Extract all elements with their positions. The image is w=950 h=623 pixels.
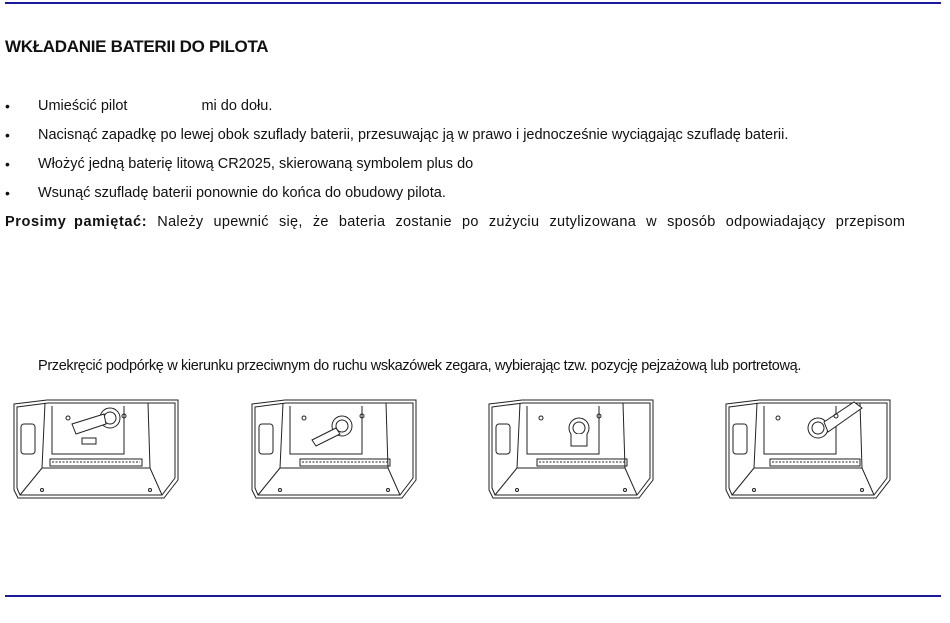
step-2-text: Nacisnąć zapadkę po lewej obok szuflady baterii, przesuwając ją w prawo i jednocześnie wyciągając szufladę baterii.: [38, 127, 789, 143]
step-3-text: Włożyć jedną baterię litową CR2025, skierowaną symbolem plus do: [38, 156, 474, 172]
steps-list: [5, 92, 945, 208]
battery-disposal-note: [5, 212, 950, 232]
list-item: [5, 179, 945, 208]
bullet-icon: •: [5, 127, 10, 143]
figure-stand-3: [487, 398, 655, 502]
step-4-text: Wsunąć szufladę baterii ponownie do końca do obudowy pilota.: [38, 185, 446, 201]
bullet-icon: •: [5, 156, 10, 172]
bullet-icon: •: [5, 185, 10, 201]
step-1-text-start: Umieścić pilot: [38, 98, 128, 114]
figure-stand-4: [724, 398, 892, 502]
figure-stand-2: [250, 398, 418, 502]
frame-back-illustration: [724, 398, 892, 502]
frame-back-illustration: [12, 398, 180, 502]
list-item: [5, 150, 945, 179]
step-1-text-end: mi do dołu.: [201, 98, 273, 114]
footer-rule: [5, 595, 941, 597]
list-item: [5, 92, 945, 121]
frame-back-illustration: [487, 398, 655, 502]
section-title: WKŁADANIE BATERII DO PILOTA: [5, 37, 269, 56]
figure-stand-1: [12, 398, 180, 502]
list-item: [5, 121, 945, 150]
stand-instruction: Przekręcić podpórkę w kierunku przeciwnym do ruchu wskazówek zegara, wybierając tzw. pozycję pejzażową lub portretową.: [38, 358, 802, 374]
note-text: Należy upewnić się, że bateria zostanie po zużyciu zutylizowana w sposób odpowiadający przepisom: [157, 214, 906, 230]
header-rule: [5, 2, 941, 4]
bullet-icon: •: [5, 98, 10, 114]
frame-back-illustration: [250, 398, 418, 502]
note-label: Prosimy pamiętać:: [5, 214, 148, 230]
